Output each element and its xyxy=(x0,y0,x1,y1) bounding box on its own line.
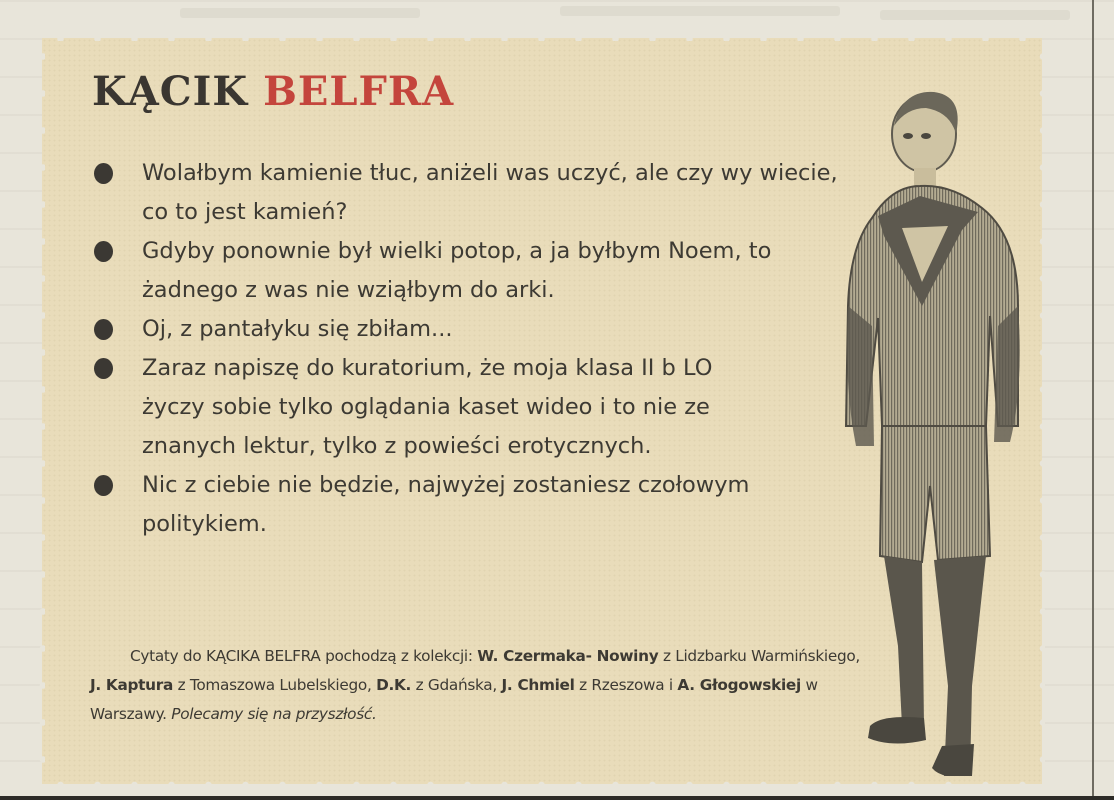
quote-text: Gdyby ponownie był wielki potop, a ja byłbym Noem, to żadnego z was nie wziąłbym do arki. xyxy=(142,238,772,303)
quote-list xyxy=(94,154,854,544)
credit-name: D.K. xyxy=(376,676,412,694)
quote-text: Zaraz napiszę do kuratorium, że moja klasa II b LO życzy sobie tylko oglądania kaset wideo i to nie ze znanych lektur, tylko z powieści erotycznych. xyxy=(142,355,713,459)
title-part-red: BELFRA xyxy=(263,68,455,115)
bleed-through-text xyxy=(560,6,840,16)
credits-intro: Cytaty do KĄCIKA BELFRA pochodzą z kolekcji: xyxy=(130,647,478,665)
perforated-edge-top xyxy=(42,35,1042,41)
quote-text: Nic z ciebie nie będzie, najwyżej zostaniesz czołowym politykiem. xyxy=(142,472,750,537)
bullet-icon xyxy=(94,319,113,340)
perforated-edge-bottom xyxy=(42,781,1042,787)
quote-text: Wolałbym kamienie tłuc, aniżeli was uczyć, ale czy wy wiecie, co to jest kamień? xyxy=(142,160,838,225)
quote-item xyxy=(94,349,782,466)
kacik-belfra-box xyxy=(42,38,1042,784)
quote-item xyxy=(94,466,872,544)
credit-place: z Rzeszowa i xyxy=(574,676,678,694)
bleed-through-text xyxy=(180,8,420,18)
credit-place: z Gdańska, xyxy=(411,676,502,694)
credit-name: A. Głogowskiej xyxy=(677,676,801,694)
credit-name: J. Kaptura xyxy=(90,676,174,694)
box-title xyxy=(92,68,455,115)
credit-name: J. Chmiel xyxy=(501,676,575,694)
boy-illustration xyxy=(822,86,1042,776)
quote-item xyxy=(94,310,854,349)
column-divider xyxy=(1092,0,1094,800)
quote-item xyxy=(94,232,854,310)
page-bottom-edge xyxy=(0,796,1114,800)
credits-closing: Polecamy się na przyszłość. xyxy=(171,705,377,723)
credits-paragraph xyxy=(90,642,870,729)
bullet-icon xyxy=(94,241,113,262)
bullet-icon xyxy=(94,475,113,496)
bullet-icon xyxy=(94,163,113,184)
credit-place: z Lidzbarku Warmińskiego, xyxy=(658,647,860,665)
perforated-edge-left xyxy=(39,38,45,784)
quote-item xyxy=(94,154,854,232)
bleed-through-text xyxy=(880,10,1070,20)
quote-text: Oj, z pantałyku się zbiłam... xyxy=(142,316,453,342)
credit-place: w Warszawy. xyxy=(90,676,818,723)
bullet-icon xyxy=(94,358,113,379)
title-part-dark: KĄCIK xyxy=(92,68,249,115)
credit-place: z Tomaszowa Lubelskiego, xyxy=(173,676,377,694)
credit-name: W. Czermaka- Nowiny xyxy=(477,647,659,665)
